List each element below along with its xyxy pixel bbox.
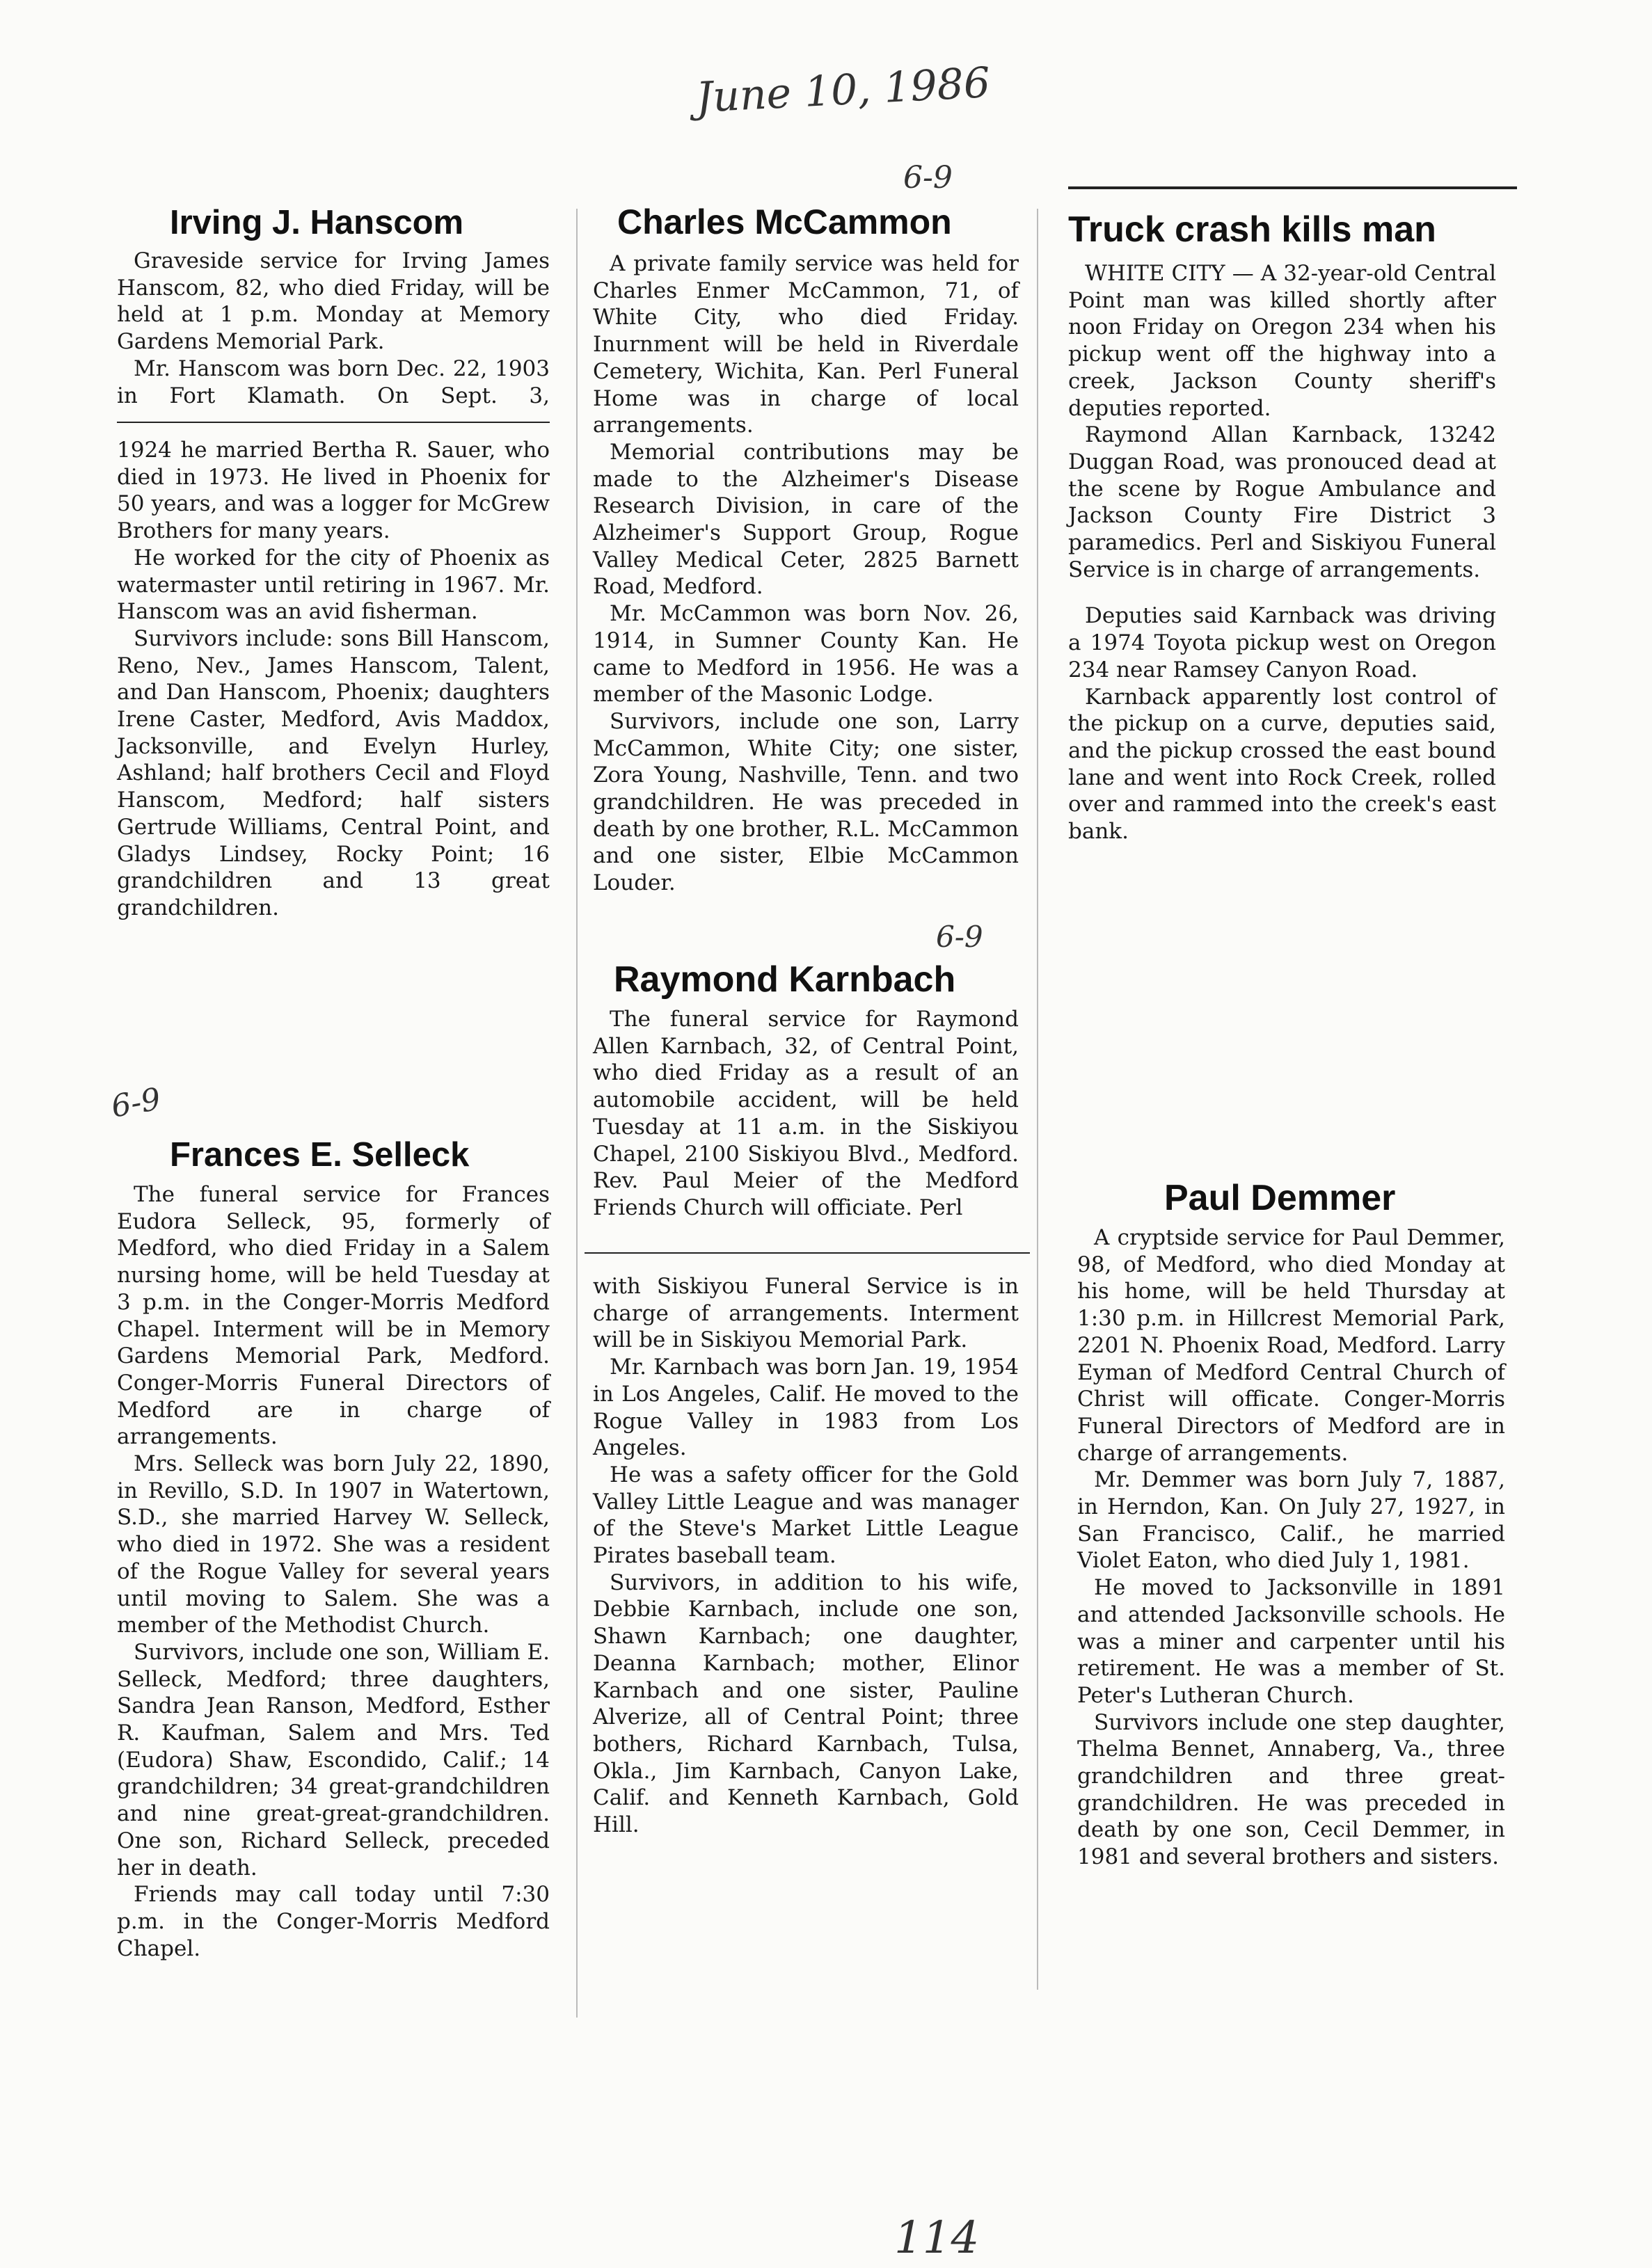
paragraph: A private family service was held for Charles Enmer McCammon, 71, of White City, who died Friday. Inurnment will be held in Riverdale Cemetery, Wichita, Kan. Perl Funeral Home was in charge of local arrangements. (593, 251, 1019, 438)
handwritten-date: June 10, 1986 (694, 58, 992, 123)
paragraph: Survivors, in addition to his wife, Debbie Karnbach, include one son, Shawn Karnbach; one daughter, Deanna Karnbach; mother, Elinor Karnbach and one sister, Pauline Alverize, all of Central Point; three bothers, Richard Karnbach, Tulsa, Okla., Jim Karnbach, Canyon Lake, Calif. and Kenneth Karnbach, Gold Hill. (593, 1570, 1019, 1838)
article-body (593, 1006, 1019, 1222)
paragraph: He moved to Jacksonville in 1891 and attended Jacksonville schools. He was a miner and carpenter until his retirement. He was a member of St. Peter's Lutheran Church. (1077, 1575, 1505, 1708)
paragraph: Survivors, include one son, Larry McCammon, White City; one sister, Zora Young, Nashville, Tenn. and two grandchildren. He was preceded in death by one brother, R.L. McCammon and one sister, Elbie McCammon Louder. (593, 708, 1019, 896)
article-demmer (1077, 1177, 1505, 1871)
paragraph: He was a safety officer for the Gold Valley Little League and was manager of the Steve's Market Little League Pirates baseball team. (593, 1462, 1019, 1569)
article-body (117, 437, 550, 922)
article-karnbach (593, 959, 1019, 1222)
article-truck-crash (1068, 209, 1496, 845)
article-body (593, 1273, 1019, 1839)
paragraph: Friends may call today until 7:30 p.m. in the Conger-Morris Medford Chapel. (117, 1882, 550, 1961)
paragraph: with Siskiyou Funeral Service is in charge of arrangements. Interment will be in Siskiyou Memorial Park. (593, 1274, 1019, 1353)
handwritten-mark-raymond: 6-9 (936, 920, 983, 954)
article-body (1077, 1224, 1505, 1871)
headline-selleck: Frances E. Selleck (170, 1136, 470, 1174)
paragraph: Survivors include one step daughter, Thelma Bennet, Annaberg, Va., three grandchildren and three great-grandchildren. He was preceded in death by one son, Cecil Demmer, in 1981 and several brothers and sisters. (1077, 1709, 1505, 1870)
headline-rule (1068, 186, 1517, 189)
paragraph: He worked for the city of Phoenix as watermaster until retiring in 1967. Mr. Hanscom was an avid fisherman. (117, 545, 550, 625)
paragraph: The funeral service for Raymond Allen Karnbach, 32, of Central Point, who died Friday as a result of an automobile accident, will be held Tuesday at 11 a.m. in the Siskiyou Chapel, 2100 Siskiyou Blvd., Medford. Rev. Paul Meier of the Medford Friends Church will officiate. Perl (593, 1007, 1019, 1220)
paragraph: Survivors, include one son, William E. Selleck, Medford; three daughters, Sandra Jean Ranson, Medford, Esther R. Kaufman, Salem and Mrs. Ted (Eudora) Shaw, Escondido, Calif.; 14 grandchildren; 34 great-grandchildren and nine great-great-grandchildren. One son, Richard Selleck, preceded her in death. (117, 1639, 550, 1880)
paragraph: The funeral service for Frances Eudora Selleck, 95, formerly of Medford, who died Friday in a Salem nursing home, will be held Tuesday at 3 p.m. in the Conger-Morris Medford Chapel. Interment will be in Memory Gardens Memorial Park, Medford. Conger-Morris Funeral Directors of Medford are in charge of arrangements. (117, 1182, 550, 1450)
paragraph: Mr. Hanscom was born Dec. 22, 1903 in Fort Klamath. On Sept. 3, (117, 356, 550, 408)
handwritten-mark-frances: 6-9 (109, 1081, 164, 1125)
paragraph: Memorial contributions may be made to the Alzheimer's Disease Research Division, in care of the Alzheimer's Support Group, Rogue Valley Medical Ceter, 2825 Barnett Road, Medford. (593, 439, 1019, 600)
article-body (117, 248, 550, 409)
paragraph: Mr. McCammon was born Nov. 26, 1914, in Sumner County Kan. He came to Medford in 1956. He was a member of the Masonic Lodge. (593, 601, 1019, 708)
fold-rule (585, 1252, 1030, 1254)
paragraph: Deputies said Karnback was driving a 1974 Toyota pickup west on Oregon 234 near Ramsey Canyon Road. (1068, 603, 1496, 682)
column-divider (1037, 209, 1038, 1990)
fold-rule (117, 422, 550, 423)
headline-hanscom: Irving J. Hanscom (170, 204, 464, 241)
article-hanscom (117, 203, 550, 409)
paragraph: Raymond Allan Karnback, 13242 Duggan Road, was pronouced dead at the scene by Rogue Ambulance and Jackson County Fire District 3 paramedics. Perl and Siskiyou Funeral Service is in charge of arrangements. (1068, 422, 1496, 582)
handwritten-page-number: 114 (894, 2212, 980, 2264)
article-body (1068, 260, 1496, 845)
paragraph: Mr. Demmer was born July 7, 1887, in Herndon, Kan. On July 27, 1927, in San Francisco, Calif., he married Violet Eaton, who died July 1, 1981. (1077, 1467, 1505, 1574)
paragraph: Karnback apparently lost control of the pickup on a curve, deputies said, and the pickup crossed the east bound lane and went into Rock Creek, rolled over and rammed into the creek's east bank. (1068, 684, 1496, 845)
headline-truck-crash: Truck crash kills man (1068, 209, 1436, 250)
article-selleck (117, 1135, 550, 1962)
headline-karnbach: Raymond Karnbach (614, 959, 956, 1000)
paragraph: Survivors include: sons Bill Hanscom, Reno, Nev., James Hanscom, Talent, and Dan Hanscom, Phoenix; daughters Irene Caster, Medford, Avis Maddox, Jacksonville, and Evelyn Hurley, Ashland; half brothers Cecil and Floyd Hanscom, Medford; half sisters Gertrude Williams, Central Point, and Gladys Lindsey, Rocky Point; 16 grandchildren and 13 great grandchildren. (117, 625, 550, 920)
paragraph: WHITE CITY — A 32-year-old Central Point man was killed shortly after noon Friday on Oregon 234 when his pickup went off the highway into a creek, Jackson County sheriff's deputies reported. (1068, 261, 1496, 421)
headline-mccammon: Charles McCammon (617, 202, 952, 241)
article-body (593, 250, 1019, 897)
headline-demmer: Paul Demmer (1164, 1178, 1396, 1218)
article-karnbach-continued (593, 1273, 1019, 1839)
article-hanscom-continued (117, 437, 550, 922)
handwritten-mark-charles: 6-9 (903, 160, 953, 195)
paragraph: Mr. Karnbach was born Jan. 19, 1954 in Los Angeles, Calif. He moved to the Rogue Valley in 1983 from Los Angeles. (593, 1355, 1019, 1461)
column-divider (576, 209, 578, 2018)
article-mccammon (593, 202, 1019, 897)
article-body (117, 1181, 550, 1962)
paragraph: Graveside service for Irving James Hanscom, 82, who died Friday, will be held at 1 p.m. Monday at Memory Gardens Memorial Park. (117, 248, 550, 355)
paragraph: 1924 he married Bertha R. Sauer, who died in 1973. He lived in Phoenix for 50 years, and was a logger for McGrew Brothers for many years. (117, 438, 550, 544)
paragraph: A cryptside service for Paul Demmer, 98, of Medford, who died Monday at his home, will be held Thursday at 1:30 p.m. in Hillcrest Memorial Park, 2201 N. Phoenix Road, Medford. Larry Eyman of Medford Central Church of Christ will officate. Conger-Morris Funeral Directors of Medford are in charge of arrangements. (1077, 1225, 1505, 1466)
paragraph: Mrs. Selleck was born July 22, 1890, in Revillo, S.D. In 1907 in Watertown, S.D., she married Harvey W. Selleck, who died in 1972. She was a resident of the Rogue Valley for several years until moving to Salem. She was a member of the Methodist Church. (117, 1451, 550, 1638)
